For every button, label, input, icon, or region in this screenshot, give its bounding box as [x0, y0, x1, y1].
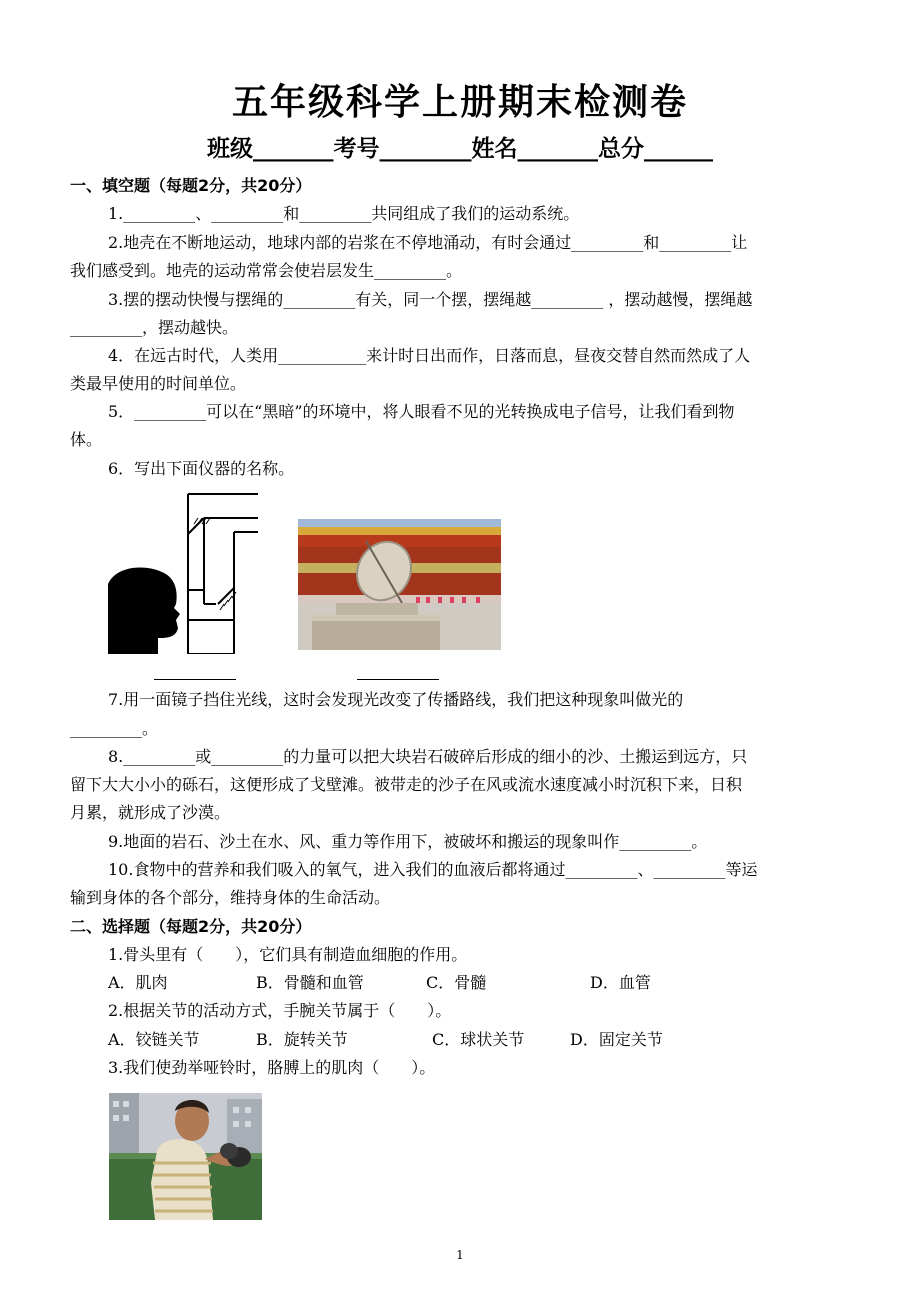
option-a[interactable]: A．肌肉: [108, 973, 168, 992]
question-line: 5．_________可以在“黑暗”的环境中，将人眼看不见的光转换成电子信号，让我们看到物: [108, 402, 735, 421]
page-title: 五年级科学上册期末检测卷: [231, 82, 688, 123]
periscope-figure: [106, 492, 266, 654]
question-line: 3.摆的摆动快慢与摆绳的_________有关，同一个摆，摆绳越_________ ，摆动越慢，摆绳越: [108, 290, 753, 309]
question-line: 7.用一面镜子挡住光线，这时会发现光改变了传播路线，我们把这种现象叫做光的: [108, 690, 684, 709]
question-line: 9.地面的岩石、沙土在水、风、重力等作用下，被破坏和搬运的现象叫作_________。: [108, 832, 708, 851]
sundial-photo: [298, 519, 501, 650]
question-line: 月累，就形成了沙漠。: [70, 803, 231, 822]
question-line: 1.骨头里有（ ），它们具有制造血细胞的作用。: [108, 945, 468, 964]
question-line: 1._________、_________和_________共同组成了我们的运动系统。: [108, 204, 580, 223]
question-line: 2.根据关节的活动方式，手腕关节属于（ ）。: [108, 1001, 452, 1020]
question-line: _________。: [70, 719, 159, 738]
question-line: 8._________或_________的力量可以把大块岩石破碎后形成的细小的沙、土搬运到远方，只: [108, 747, 748, 766]
question-line: 3.我们使劲举哑铃时，胳膊上的肌肉（ ）。: [108, 1058, 436, 1077]
question-line: 2.地壳在不断地运动，地球内部的岩浆在不停地涌动，有时会通过_________和_________让: [108, 233, 748, 252]
section2-heading: 二、选择题（每题2分，共20分）: [70, 917, 312, 936]
question-line: 留下大大小小的砾石，这便形成了戈壁滩。被带走的沙子在风或流水速度减小时沉积下来，日积: [70, 775, 743, 794]
option-b[interactable]: B．骨髓和血管: [256, 973, 364, 992]
question-line: 输到身体的各个部分，维持身体的生命活动。: [70, 888, 391, 907]
section1-heading: 一、填空题（每题2分，共20分）: [70, 176, 312, 195]
option-c[interactable]: C．球状关节: [432, 1030, 525, 1049]
question-line: 我们感受到。地壳的运动常常会使岩层发生_________。: [70, 261, 463, 280]
question-line: 6．写出下面仪器的名称。: [108, 459, 295, 478]
question-line: _________，摆动越快。: [70, 318, 239, 337]
option-c[interactable]: C．骨髓: [426, 973, 487, 992]
option-a[interactable]: A．铰链关节: [108, 1030, 200, 1049]
answer-blank[interactable]: [357, 679, 439, 680]
answer-blank[interactable]: [154, 679, 236, 680]
question-line: 4．在远古时代，人类用___________来计时日出而作，日落而息，昼夜交替自然而然成了人: [108, 346, 751, 365]
option-b[interactable]: B．旋转关节: [256, 1030, 348, 1049]
question-line: 10.食物中的营养和我们吸入的氧气，进入我们的血液后都将通过_________、_________等运: [108, 860, 758, 879]
question-line: 体。: [70, 430, 103, 449]
page-number: 1: [456, 1248, 464, 1262]
option-d[interactable]: D．固定关节: [570, 1030, 663, 1049]
student-info-line: 班级_______考号________姓名_______总分______: [207, 136, 713, 162]
dumbbell-photo: [109, 1093, 262, 1220]
option-d[interactable]: D．血管: [590, 973, 651, 992]
question-line: 类最早使用的时间单位。: [70, 374, 247, 393]
